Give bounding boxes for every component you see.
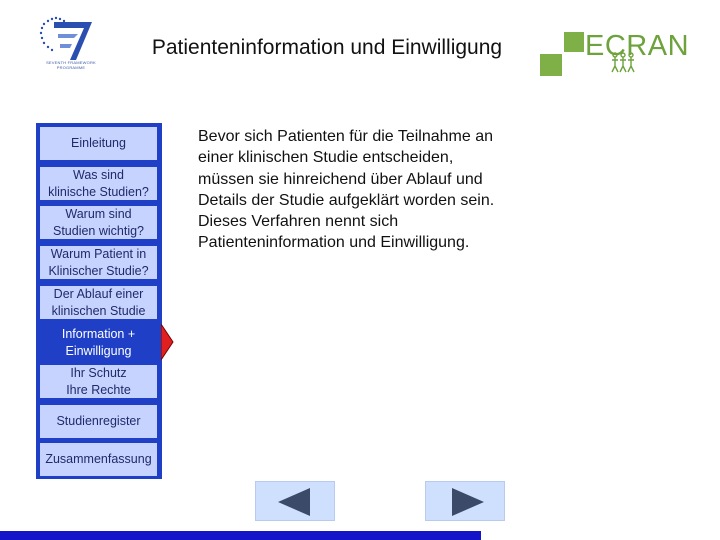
nav-item-warum-patient[interactable]: Warum Patient in Klinischer Studie? xyxy=(40,246,157,279)
content-text: Bevor sich Patienten für die Teilnahme an einer klinischen Studie entscheiden, müssen sie hinreichend über Ablauf und Details der Studie aufgeklärt worden sein. Dieses Verfahren nennt sich Patienteninformation und Einwilligung. xyxy=(198,128,495,252)
page-title: Patienteninformation und Einwilligung xyxy=(151,36,503,59)
sidebar-nav xyxy=(36,123,162,479)
ecran-wordmark: ECRAN xyxy=(585,30,690,62)
ecran-figures-icon xyxy=(610,52,636,76)
nav-item-ablauf[interactable]: Der Ablauf einer klinischen Studie xyxy=(40,286,157,319)
footer-bar xyxy=(0,531,481,540)
ecran-square-icon xyxy=(540,54,562,76)
nav-item-ihr-schutz[interactable]: Ihr Schutz Ihre Rechte xyxy=(40,365,157,398)
nav-item-studienregister[interactable]: Studienregister xyxy=(40,405,157,438)
red-pointer-icon xyxy=(161,324,175,360)
ecran-logo xyxy=(540,30,690,80)
previous-button[interactable] xyxy=(255,481,335,521)
fp7-tagline: SEVENTH FRAMEWORK PROGRAMME xyxy=(46,60,96,70)
nav-item-einleitung[interactable]: Einleitung xyxy=(40,127,157,160)
ecran-square-icon xyxy=(564,32,584,52)
nav-item-was-sind-klinische-studien[interactable]: Was sind klinische Studien? xyxy=(40,167,157,200)
triangle-right-icon xyxy=(426,482,506,522)
next-button[interactable] xyxy=(425,481,505,521)
nav-item-information-einwilligung[interactable]: Information + Einwilligung xyxy=(40,326,157,359)
nav-item-zusammenfassung[interactable]: Zusammenfassung xyxy=(40,443,157,476)
triangle-left-icon xyxy=(256,482,336,522)
nav-item-warum-sind-studien-wichtig[interactable]: Warum sind Studien wichtig? xyxy=(40,206,157,239)
